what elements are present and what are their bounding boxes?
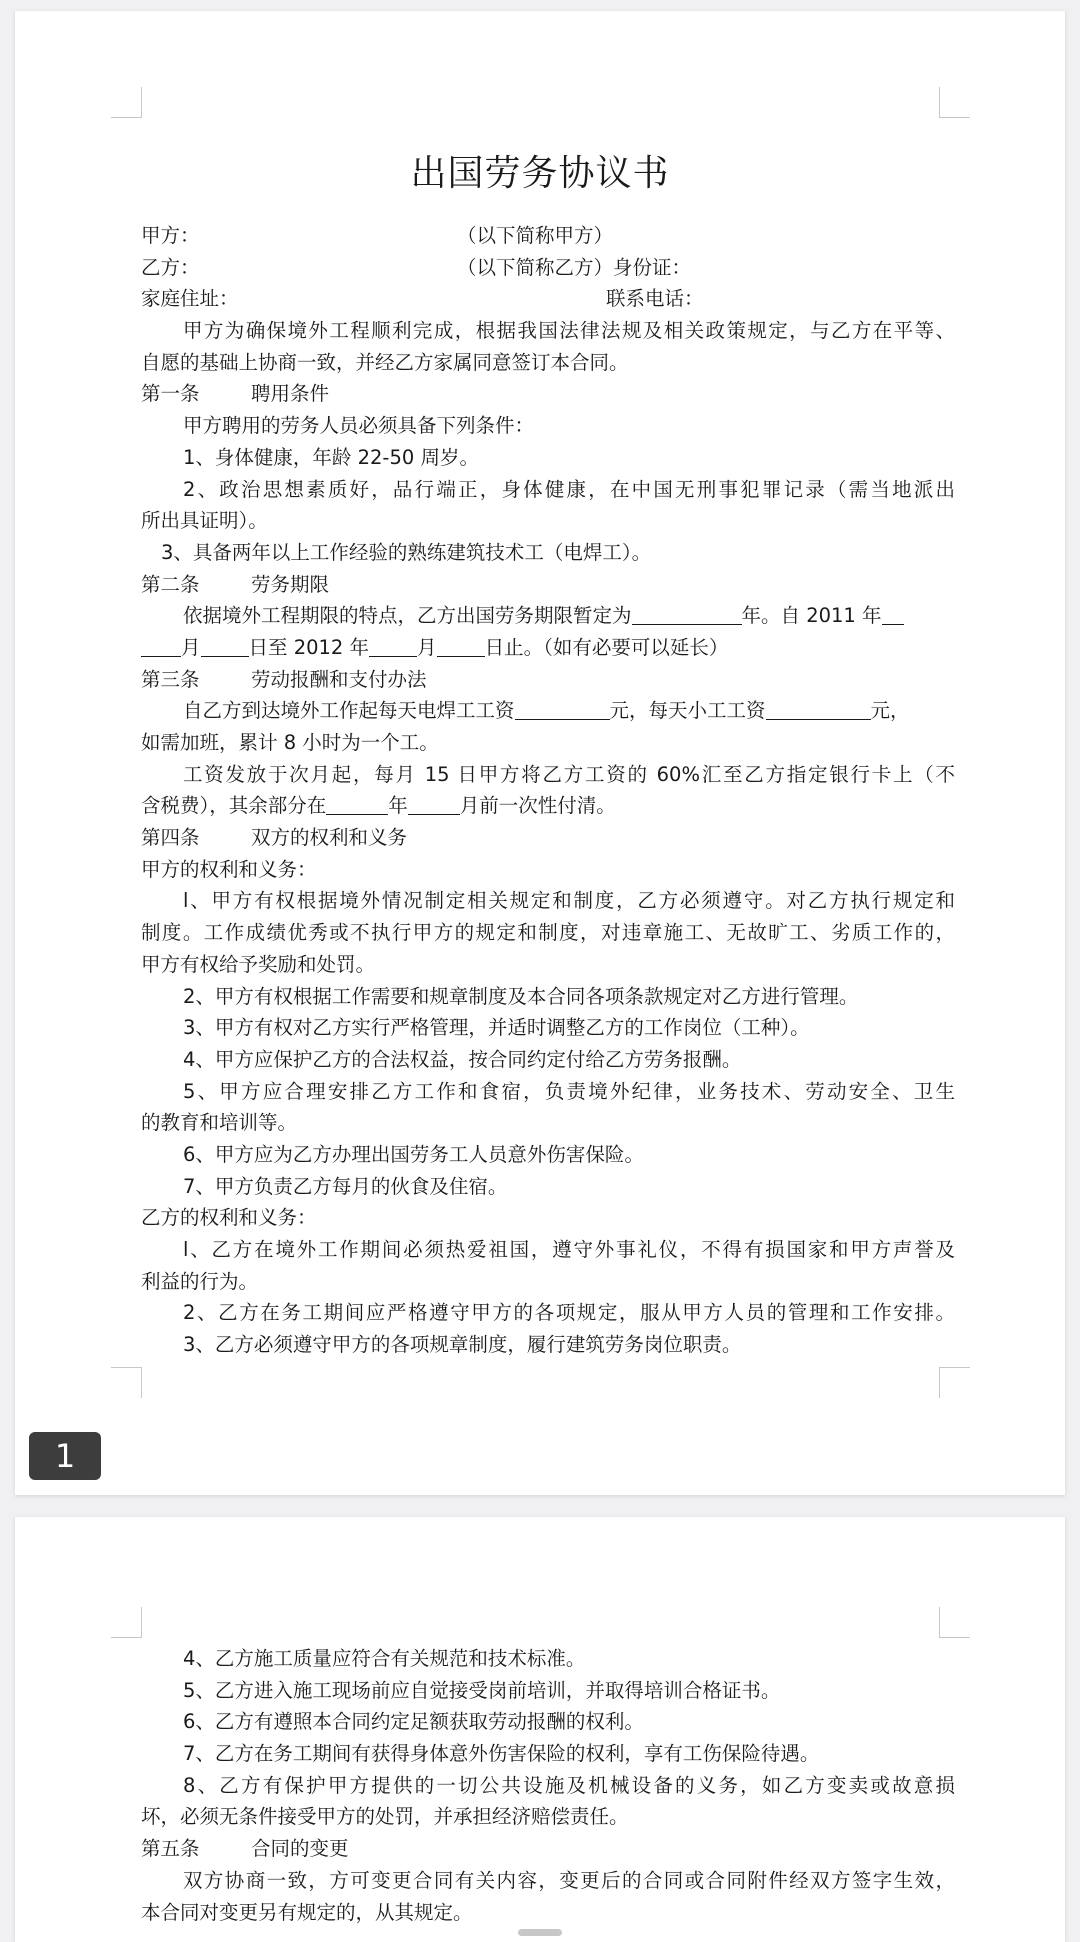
article-number: 第五条 — [141, 1837, 200, 1861]
party-a-rights-line: 甲方有权给予奖励和处罚。 — [141, 952, 376, 976]
text-span: 元， — [870, 699, 910, 723]
party-a-rights-line: 2、甲方有权根据工作需要和规章制度及本合同各项条款规定对乙方进行管理。 — [183, 984, 859, 1008]
article-1-heading — [141, 378, 955, 410]
preamble-line: 自愿的基础上协商一致，并经乙方家属同意签订本合同。 — [141, 350, 629, 374]
blank-line — [882, 602, 904, 625]
party-b-rights-heading: 乙方的权利和义务： — [141, 1206, 317, 1230]
party-a-rights-line: 7、甲方负责乙方每月的伙食及住宿。 — [183, 1174, 508, 1198]
article-1-line: 1、身体健康，年龄 22-50 周岁。 — [183, 445, 479, 469]
party-b-label: 乙方： — [141, 255, 200, 279]
party-a-rights-line: 的教育和培训等。 — [141, 1111, 298, 1135]
margin-mark-top-right — [939, 87, 970, 118]
text-span: 元，每天小工工资 — [609, 699, 766, 723]
party-b-note: （以下简称乙方）身份证： — [457, 255, 692, 279]
party-a-rights-line: 4、甲方应保护乙方的合法权益，按合同约定付给乙方劳务报酬。 — [183, 1047, 742, 1071]
home-indicator-bar[interactable] — [518, 1929, 562, 1936]
text-span: 自乙方到达境外工作起每天电焊工工资 — [183, 699, 515, 723]
article-3-line: 如需加班，累计 8 小时为一个工。 — [141, 731, 439, 754]
margin-mark-top-left — [111, 1607, 142, 1638]
text-span: 月 — [181, 635, 201, 659]
party-a-note: （以下简称甲方） — [457, 224, 614, 247]
article-2-line — [141, 600, 955, 632]
article-1-line: 3、具备两年以上工作经验的熟练建筑技术工（电焊工）。 — [161, 540, 652, 564]
party-a-rights-line: l、甲方有权根据境外情况制定相关规定和制度，乙方必须遵守。对乙方执行规定和 — [183, 889, 955, 913]
document-page-1 — [15, 11, 1065, 1495]
party-a-label: 甲方： — [141, 224, 200, 247]
article-title: 双方的权利和义务 — [251, 826, 408, 850]
article-title: 劳务期限 — [251, 572, 330, 596]
article-number: 第二条 — [141, 572, 200, 596]
text-span: 月前一次性付清。 — [459, 794, 616, 818]
party-b-rights-line: 6、乙方有遵照本合同约定足额获取劳动报酬的权利。 — [183, 1710, 644, 1734]
party-a-rights-line: 3、甲方有权对乙方实行严格管理，并适时调整乙方的工作岗位（工种）。 — [183, 1016, 810, 1040]
party-a-rights-heading: 甲方的权利和义务： — [141, 857, 317, 881]
article-4-heading — [141, 822, 955, 854]
party-a-row — [141, 220, 955, 252]
party-b-rights-line: 2、乙方在务工期间应严格遵守甲方的各项规定，服从甲方人员的管理和工作安排。 — [183, 1301, 955, 1325]
blank-line — [632, 602, 742, 625]
document-page-2 — [15, 1517, 1065, 1942]
article-number: 第四条 — [141, 826, 200, 850]
text-span: 日止。（如有必要可以延长） — [484, 635, 729, 659]
article-5-line: 本合同对变更另有规定的，从其规定。 — [141, 1900, 473, 1924]
article-3-line: 工资发放于次月起，每月 15 日甲方将乙方工资的 60%汇至乙方指定银行卡上（不 — [183, 762, 955, 786]
margin-mark-top-left — [111, 87, 142, 118]
address-label: 家庭住址： — [141, 287, 239, 311]
blank-line — [515, 697, 610, 720]
party-a-rights-line: 5、甲方应合理安排乙方工作和食宿，负责境外纪律，业务技术、劳动安全、卫生 — [183, 1079, 955, 1103]
margin-mark-bottom-right — [939, 1367, 970, 1398]
blank-line — [408, 792, 460, 815]
party-b-rights-line: 4、乙方施工质量应符合有关规范和技术标准。 — [183, 1647, 586, 1670]
article-3-line — [141, 790, 955, 822]
article-1-line: 甲方聘用的劳务人员必须具备下列条件： — [183, 414, 535, 438]
party-a-rights-line: 制度。工作成绩优秀或不执行甲方的规定和制度，对违章施工、无故旷工、劣质工作的， — [141, 921, 955, 945]
text-span: 含税费），其余部分在 — [141, 794, 327, 818]
blank-line — [141, 634, 181, 657]
document-title: 出国劳务协议书 — [410, 153, 670, 194]
party-b-rights-line: 3、乙方必须遵守甲方的各项规章制度，履行建筑劳务岗位职责。 — [183, 1333, 742, 1357]
text-span: 年。自 2011 年 — [741, 604, 882, 628]
document-body-page-2 — [141, 1643, 955, 1928]
article-number: 第三条 — [141, 667, 200, 691]
article-title: 聘用条件 — [251, 382, 330, 406]
article-1-line: 所出具证明）。 — [141, 509, 268, 533]
party-b-rights-line: 5、乙方进入施工现场前应自觉接受岗前培训，并取得培训合格证书。 — [183, 1678, 781, 1702]
article-number: 第一条 — [141, 382, 200, 406]
article-title: 劳动报酬和支付办法 — [251, 667, 427, 691]
document-body — [141, 220, 955, 1361]
party-b-rights-line: 利益的行为。 — [141, 1269, 259, 1293]
margin-mark-bottom-left — [111, 1367, 142, 1398]
text-span: 月 — [417, 635, 437, 659]
party-b-rights-line: l、乙方在境外工作期间必须热爱祖国，遵守外事礼仪，不得有损国家和甲方声誉及 — [183, 1238, 955, 1261]
address-row — [141, 283, 955, 315]
party-b-row — [141, 252, 955, 284]
article-5-heading — [141, 1833, 955, 1865]
blank-line — [326, 792, 388, 815]
article-3-heading — [141, 664, 955, 696]
blank-line — [201, 634, 249, 657]
preamble-line: 甲方为确保境外工程顺利完成，根据我国法律法规及相关政策规定，与乙方在平等、 — [183, 319, 955, 343]
party-b-rights-line: 坏，必须无条件接受甲方的处罚，并承担经济赔偿责任。 — [141, 1805, 629, 1829]
blank-line — [766, 697, 871, 720]
blank-line — [437, 634, 485, 657]
text-span: 依据境外工程期限的特点，乙方出国劳务期限暂定为 — [183, 604, 632, 628]
text-span: 日至 2012 年 — [248, 635, 370, 659]
article-1-line: 2、政治思想素质好，品行端正，身体健康，在中国无刑事犯罪记录（需当地派出 — [183, 477, 955, 501]
article-3-line — [141, 695, 955, 727]
party-b-rights-line: 8、乙方有保护甲方提供的一切公共设施及机械设备的义务，如乙方变卖或故意损 — [183, 1773, 955, 1797]
party-a-rights-line: 6、甲方应为乙方办理出国劳务工人员意外伤害保险。 — [183, 1142, 644, 1166]
phone-label: 联系电话： — [606, 287, 704, 311]
article-title: 合同的变更 — [251, 1837, 349, 1861]
blank-line — [369, 634, 417, 657]
article-2-line — [141, 632, 955, 664]
page-number-badge: 1 — [29, 1432, 101, 1480]
article-5-line: 双方协商一致，方可变更合同有关内容，变更后的合同或合同附件经双方签字生效， — [183, 1868, 955, 1892]
margin-mark-top-right — [939, 1607, 970, 1638]
article-2-heading — [141, 569, 955, 601]
text-span: 年 — [388, 794, 408, 818]
party-b-rights-line: 7、乙方在务工期间有获得身体意外伤害保险的权利，享有工伤保险待遇。 — [183, 1742, 820, 1766]
